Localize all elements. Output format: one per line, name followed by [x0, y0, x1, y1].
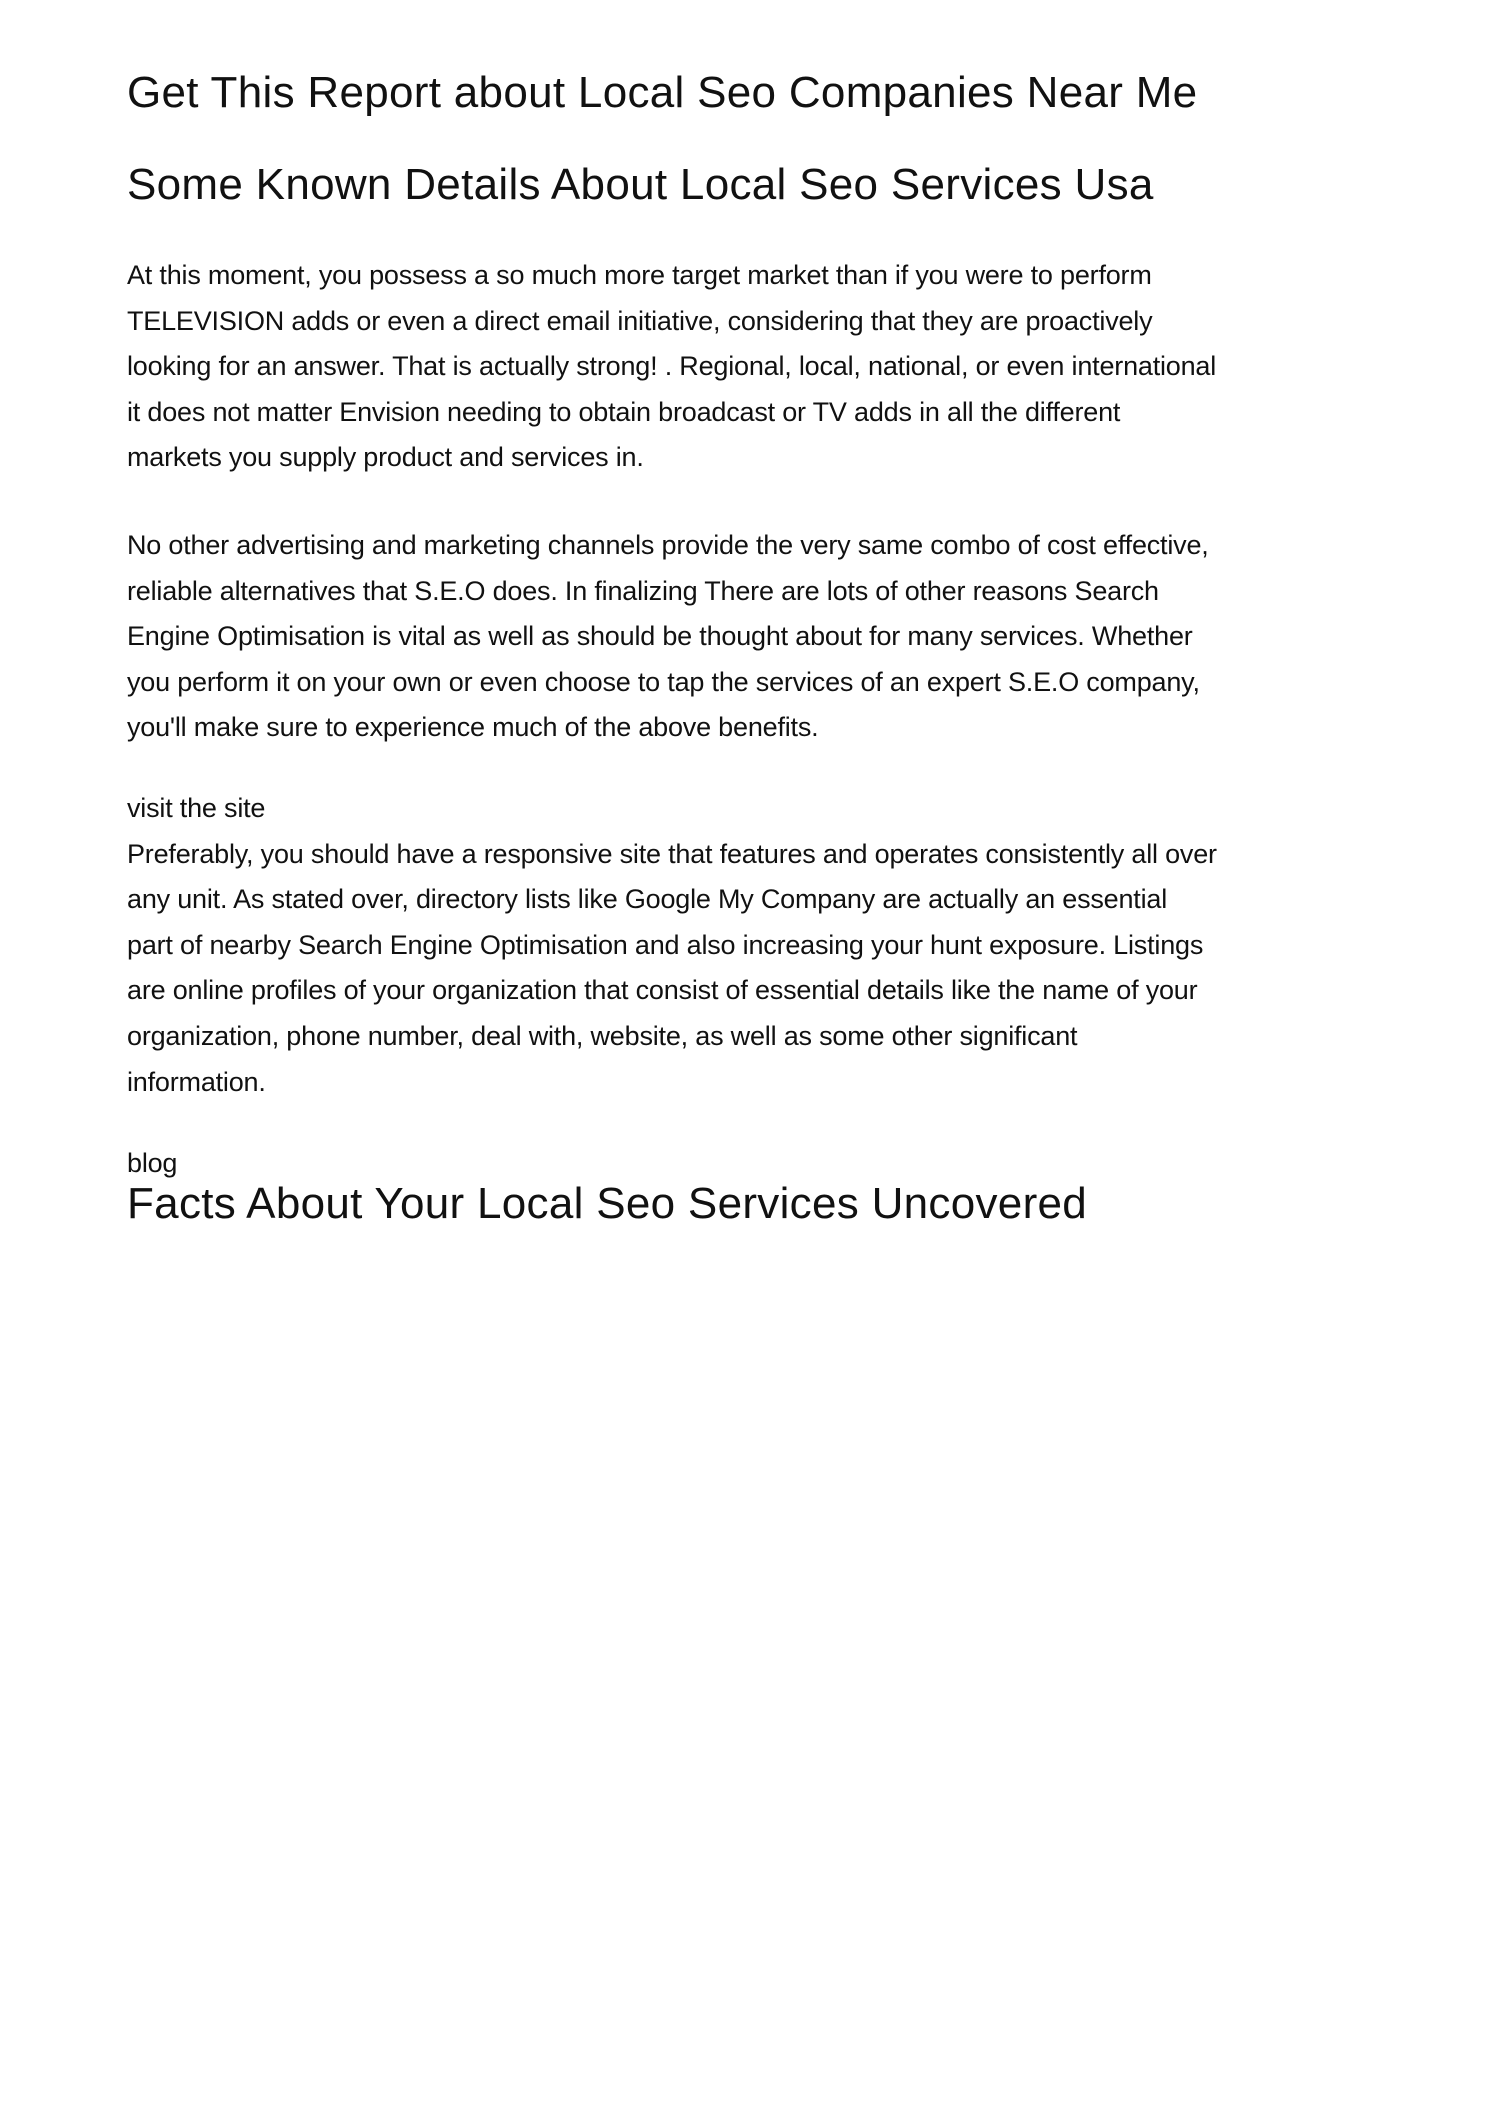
visit-the-site-link[interactable]: [127, 786, 1217, 832]
heading-some-known-details: Some Known Details About Local Seo Services Usa: [127, 160, 1154, 209]
visit-the-site-label[interactable]: visit the site: [127, 793, 266, 823]
text-line: looking for an answer. That is actually strong! . Regional, local, national, or even international: [127, 351, 1217, 382]
heading-facts-about: Facts About Your Local Seo Services Uncovered: [127, 1179, 1088, 1228]
text-line: reliable alternatives that S.E.O does. In finalizing There are lots of other reasons Search: [127, 575, 1159, 606]
text-line: it does not matter Envision needing to obtain broadcast or TV adds in all the different: [127, 396, 1121, 427]
text-line: Engine Optimisation is vital as well as should be thought about for many services. Whether: [127, 621, 1193, 652]
text-line: you'll make sure to experience much of the above benefits.: [127, 712, 819, 743]
text-line: markets you supply product and services in.: [127, 442, 644, 473]
blog-label[interactable]: blog: [127, 1148, 178, 1178]
text-line: At this moment, you possess a so much more target market than if you were to perform: [127, 260, 1152, 290]
text-line: No other advertising and marketing channels provide the very same combo of cost effective,: [127, 530, 1209, 560]
paragraph-3: [127, 786, 1217, 1105]
text-line: information.: [127, 1066, 266, 1097]
text-line: any unit. As stated over, directory lists like Google My Company are actually an essential: [127, 884, 1168, 915]
text-line: organization, phone number, deal with, website, as well as some other significant: [127, 1020, 1078, 1051]
heading-get-this-report: Get This Report about Local Seo Companies Near Me: [127, 68, 1198, 117]
text-line: part of nearby Search Engine Optimisation and also increasing your hunt exposure. Listings: [127, 929, 1204, 960]
text-line: Preferably, you should have a responsive site that features and operates consistently all over: [127, 838, 1217, 869]
paragraph-1: [127, 253, 1216, 481]
text-line: are online profiles of your organization that consist of essential details like the name of your: [127, 975, 1198, 1006]
text-line: you perform it on your own or even choose to tap the services of an expert S.E.O company,: [127, 666, 1200, 697]
paragraph-2: [127, 523, 1209, 751]
text-line: TELEVISION adds or even a direct email initiative, considering that they are proactively: [127, 305, 1153, 336]
